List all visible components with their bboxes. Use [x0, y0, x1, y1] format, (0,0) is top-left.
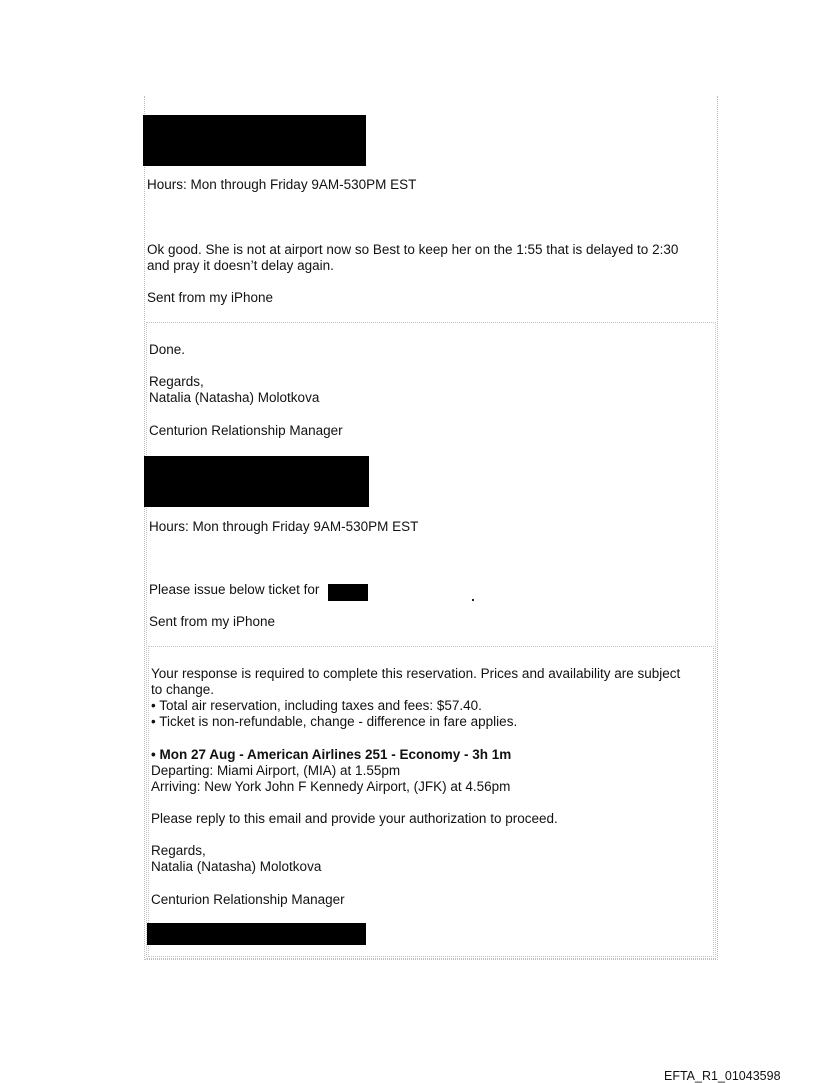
redaction-block: [147, 923, 366, 945]
quote-body-line: Your response is required to complete this reservation. Prices and availability are subject: [151, 666, 681, 681]
quote-body-line: to change.: [151, 682, 215, 697]
signature-title: Centurion Relationship Manager: [151, 892, 345, 907]
stray-mark: [472, 599, 474, 601]
redaction-block: [328, 584, 368, 601]
signature-regards: Regards,: [149, 374, 204, 389]
signature-title: Centurion Relationship Manager: [149, 423, 343, 438]
bullet-item: • Total air reservation, including taxes and fees: $57.40.: [151, 698, 482, 713]
hours-text: Hours: Mon through Friday 9AM-530PM EST: [147, 177, 417, 192]
sent-from-signature: Sent from my iPhone: [149, 614, 276, 629]
bullet-item: • Ticket is non-refundable, change - difference in fare applies.: [151, 714, 518, 729]
departing-line: Departing: Miami Airport, (MIA) at 1.55pm: [151, 763, 401, 778]
reply-body-line: and pray it doesn’t delay again.: [147, 258, 334, 273]
signature-name: Natalia (Natasha) Molotkova: [151, 859, 322, 874]
redaction-block: [144, 456, 369, 507]
document-id: EFTA_R1_01043598: [664, 1068, 781, 1083]
redaction-block: [143, 115, 366, 166]
arriving-line: Arriving: New York John F Kennedy Airport, (JFK) at 4.56pm: [151, 779, 511, 794]
flight-heading: • Mon 27 Aug - American Airlines 251 - Economy - 3h 1m: [151, 747, 512, 762]
quote-body-text: Please reply to this email and provide your authorization to proceed.: [151, 811, 558, 826]
signature-regards: Regards,: [151, 843, 206, 858]
quoted-message-2: [148, 646, 714, 957]
hours-text: Hours: Mon through Friday 9AM-530PM EST: [149, 519, 419, 534]
signature-name: Natalia (Natasha) Molotkova: [149, 390, 320, 405]
quote-body-text: Please issue below ticket for: [149, 582, 320, 597]
quote-body-text: Done.: [149, 342, 186, 357]
sent-from-signature: Sent from my iPhone: [147, 290, 274, 305]
reply-body-line: Ok good. She is not at airport now so Best to keep her on the 1:55 that is delayed to 2:30: [147, 242, 679, 257]
